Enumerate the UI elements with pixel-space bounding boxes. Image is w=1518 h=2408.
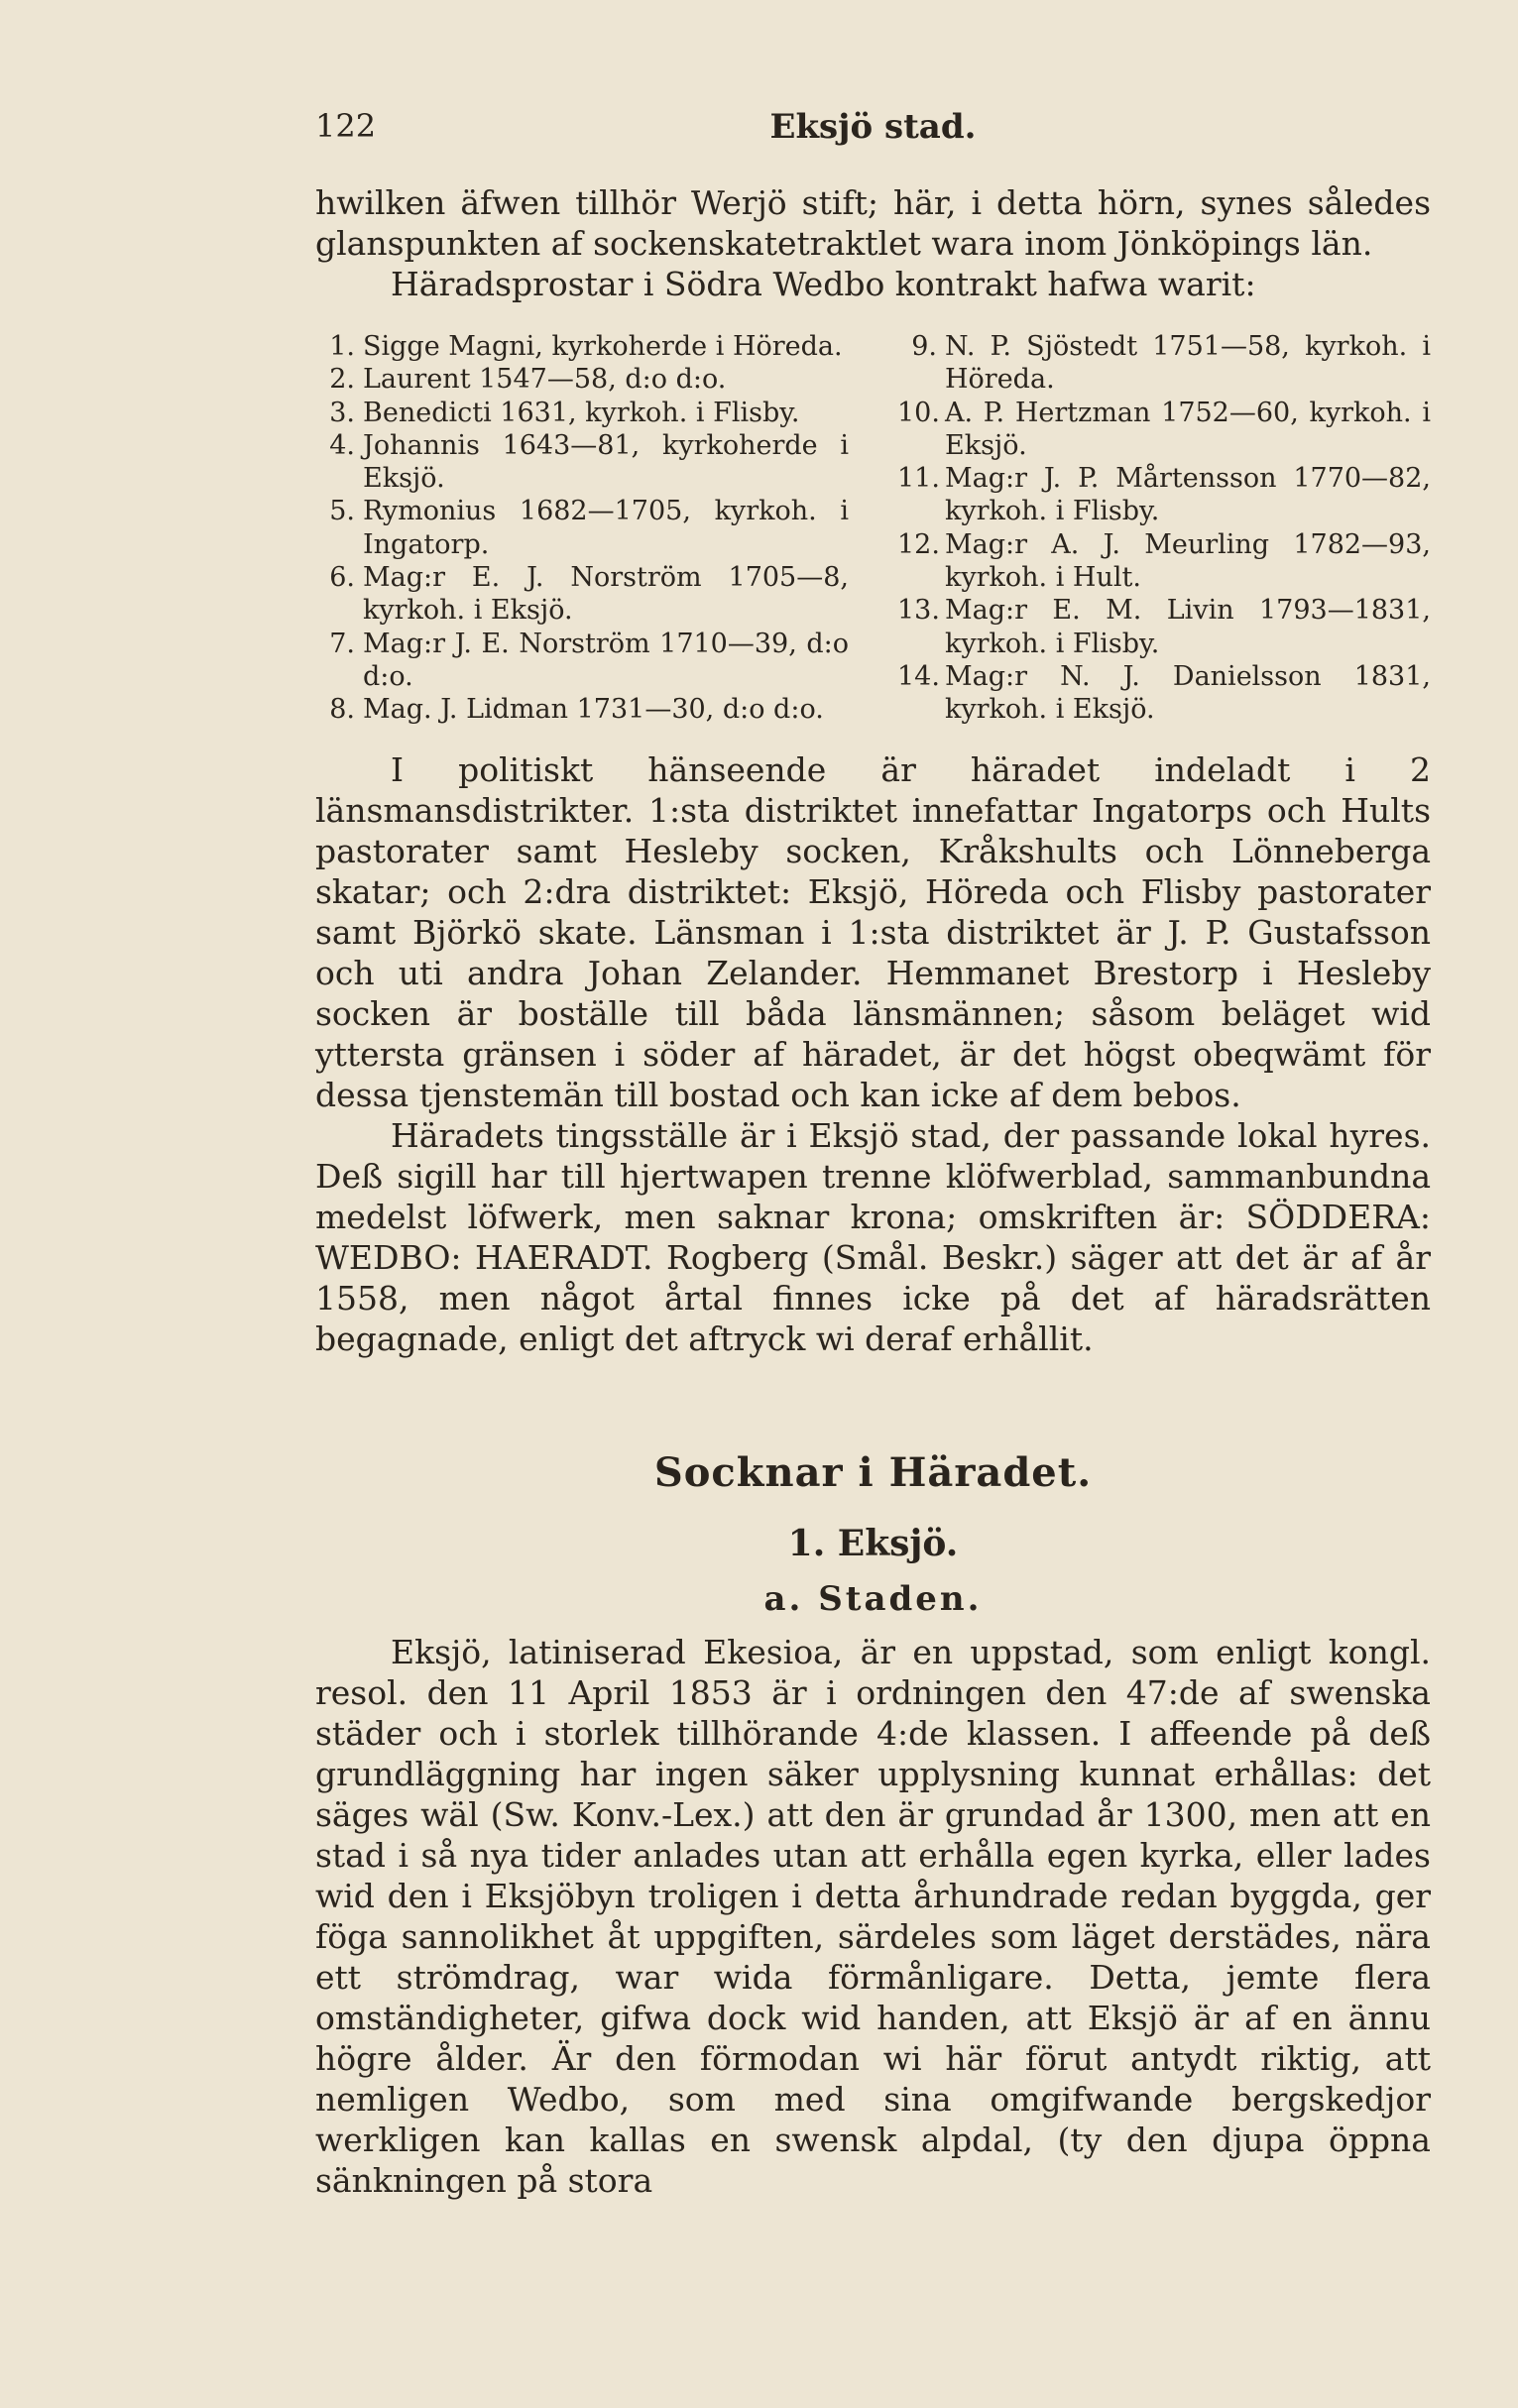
subsection-heading: 1. Eksjö. bbox=[787, 1523, 959, 1564]
list-item: 4. Johannis 1643—81, kyrkoherde i Eksjö. bbox=[329, 429, 849, 495]
list-item: 9. N. P. Sjöstedt 1751—58, kyrkoh. i Höreda. bbox=[911, 331, 1431, 396]
subsubsection-heading: a. Staden. bbox=[763, 1579, 983, 1619]
prost-list-right bbox=[897, 330, 1431, 727]
page-number: 122 bbox=[315, 107, 377, 145]
list-item: 14. Mag:r N. J. Danielsson 1831, kyrkoh. i Eksjö. bbox=[897, 660, 1431, 726]
running-title: Eksjö stad. bbox=[769, 107, 977, 147]
list-item: 11. Mag:r J. P. Mårtensson 1770—82, kyrkoh. i Flisby. bbox=[897, 463, 1431, 527]
list-item: 7. Mag:r J. E. Norström 1710—39, d:o d:o. bbox=[329, 628, 849, 692]
list-item: 2. Laurent 1547—58, d:o d:o. bbox=[329, 364, 727, 396]
list-item: 5. Rymonius 1682—1705, kyrkoh. i Ingatorp. bbox=[329, 496, 849, 560]
list-item: 1. Sigge Magni, kyrkoherde i Höreda. bbox=[329, 331, 843, 362]
prost-list-heading: Häradsprostar i Södra Wedbo kontrakt hafwa warit: bbox=[391, 265, 1256, 303]
list-item: 3. Benedicti 1631, kyrkoh. i Flisby. bbox=[329, 397, 800, 428]
list-item: 10. A. P. Hertzman 1752—60, kyrkoh. i Eksjö. bbox=[897, 397, 1431, 461]
paragraph-districts: I politiskt hänseende är häradet indeladt i 2 länsmansdistrikter. 1:sta distriktet innefattar Ingatorps och Hults pastorater samt Hesleby socken, Kråkshults och Lönneberga skatar; och 2:dra distriktet: Eksjö, Höreda och Flisby pastorater samt Björkö skate. Länsman i 1:sta distriktet är J. P. Gustafsson och uti andra Johan Zelander. Hemmanet Brestorp i Hesleby socken är boställe till båda länsmännen; såsom beläget wid yttersta gränsen i söder af häradet, är det högst obeqwämt för dessa tjenstemän till bostad och kan icke af dem bebos. bbox=[315, 750, 1431, 1114]
page-header bbox=[315, 107, 1431, 151]
intro-text bbox=[315, 182, 1431, 304]
paragraph-tingsstalle: Häradets tingsställe är i Eksjö stad, der passande lokal hyres. Deß sigill har till hjertwapen trenne klöfwerblad, sammanbundna medelst löfwerk, men saknar krona; omskriften är: SÖDDERA: WEDBO: HAERADT. Rogberg (Smål. Beskr.) säger att det är af år 1558, men något årtal finnes icke på det af häradsrätten begagnade, enligt det aftryck wi deraf erhållit. bbox=[315, 1116, 1431, 1358]
list-item: 12. Mag:r A. J. Meurling 1782—93, kyrkoh. i Hult. bbox=[897, 528, 1431, 594]
prost-list-left bbox=[315, 330, 849, 727]
list-item: 8. Mag. J. Lidman 1731—30, d:o d:o. bbox=[329, 694, 824, 726]
list-item: 6. Mag:r E. J. Norström 1705—8, kyrkoh. i Eksjö. bbox=[329, 562, 849, 627]
staden-text bbox=[315, 1632, 1431, 2201]
section-heading: Socknar i Häradet. bbox=[653, 1449, 1093, 1496]
intro-paragraph: hwilken äfwen tillhör Werjö stift; här, i detta hörn, synes således glanspunkten af sockenskatetraktlet wara inom Jönköpings län. bbox=[315, 183, 1431, 263]
body-text bbox=[315, 749, 1431, 1359]
paragraph-staden: Eksjö, latiniserad Ekesioa, är en uppstad, som enligt kongl. resol. den 11 April 1853 är i ordningen den 47:de af swenska städer och i storlek tillhörande 4:de klassen. I affeende på deß grundläggning har ingen säker upplysning kunnat erhållas: det säges wäl (Sw. Konv.-Lex.) att den är grundad år 1300, men att en stad i så nya tider anlades utan att erhålla egen kyrka, eller lades wid den i Eksjöbyn troligen i detta århundrade redan byggda, ger föga sannolikhet åt uppgiften, särdeles som läget derstädes, nära ett strömdrag, war wida förmånligare. Detta, jemte flera omständigheter, gifwa dock wid handen, att Eksjö är af en ännu högre ålder. Är den förmodan wi här förut antydt riktig, att nemligen Wedbo, som med sina omgifwande bergskedjor werkligen kan kallas en swensk alpdal, (ty den djupa öppna sänkningen på stora bbox=[315, 1633, 1431, 2200]
prost-list bbox=[315, 330, 1431, 727]
list-item: 13. Mag:r E. M. Livin 1793—1831, kyrkoh. i Flisby. bbox=[897, 595, 1431, 659]
